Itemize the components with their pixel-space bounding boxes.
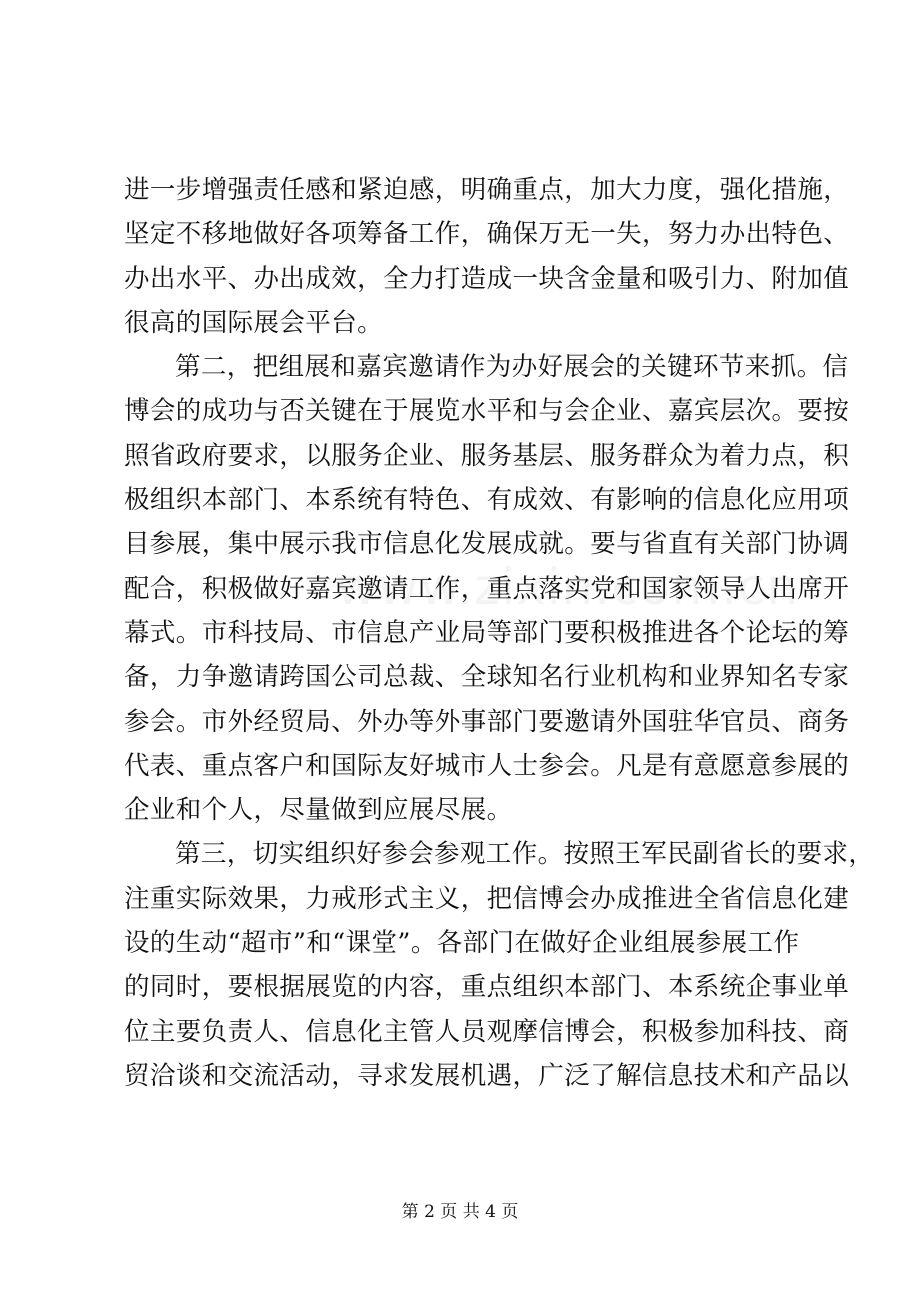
text-line: 幕式。市科技局、市信息产业局等部门要积极推进各个论坛的筹 (124, 617, 850, 648)
text-line: 博会的成功与否关键在于展览水平和与会企业、嘉宾层次。要按 (124, 396, 850, 427)
text-line: 备，力争邀请跨国公司总裁、全球知名行业机构和业界知名专家 (124, 662, 850, 693)
page-footer: 第 2 页 共 4 页 (401, 1202, 519, 1222)
paragraph-1 (124, 168, 850, 345)
paragraph-2 (124, 345, 850, 832)
text-line: 进一步增强责任感和紧迫感，明确重点，加大力度，强化措施， (124, 175, 850, 205)
text-line: 很高的国际展会平台。 (124, 307, 384, 338)
text-line: 注重实际效果，力戒形式主义，把信博会办成推进全省信息化建 (124, 883, 850, 914)
body-text (124, 168, 875, 1098)
text-line: 照省政府要求，以服务企业、服务基层、服务群众为着力点，积 (124, 440, 850, 471)
text-line: 极组织本部门、本系统有特色、有成效、有影响的信息化应用项 (124, 485, 850, 516)
paragraph-3 (124, 832, 875, 1098)
text-line: 配合，积极做好嘉宾邀请工作，重点落实党和国家领导人出席开 (124, 573, 850, 604)
text-line: 坚定不移地做好各项筹备工作，确保万无一失，努力办出特色、 (124, 219, 850, 250)
text-line: 参会。市外经贸局、外办等外事部门要邀请外国驻华官员、商务 (124, 706, 850, 737)
text-line: 办出水平、办出成效，全力打造成一块含金量和吸引力、附加值 (124, 263, 850, 294)
text-line: 贸洽谈和交流活动，寻求发展机遇，广泛了解信息技术和产品以 (124, 1060, 850, 1091)
text-line: 的同时，要根据展览的内容，重点组织本部门、本系统企事业单 (124, 972, 850, 1003)
text-line: 目参展，集中展示我市信息化发展成就。要与省直有关部门协调 (124, 529, 850, 560)
text-line: 设的生动“超市”和“课堂”。各部门在做好企业组展参展工作 (124, 928, 800, 959)
text-line: 代表、重点客户和国际友好城市人士参会。凡是有意愿意参展的 (124, 750, 850, 781)
text-line: 第二，把组展和嘉宾邀请作为办好展会的关键环节来抓。信 (175, 352, 849, 383)
text-line: 第三，切实组织好参会参观工作。按照王军民副省长的要求， (175, 839, 875, 870)
text-line: 企业和个人，尽量做到应展尽展。 (124, 795, 513, 826)
text-line: 位主要负责人、信息化主管人员观摩信博会，积极参加科技、商 (124, 1016, 850, 1047)
